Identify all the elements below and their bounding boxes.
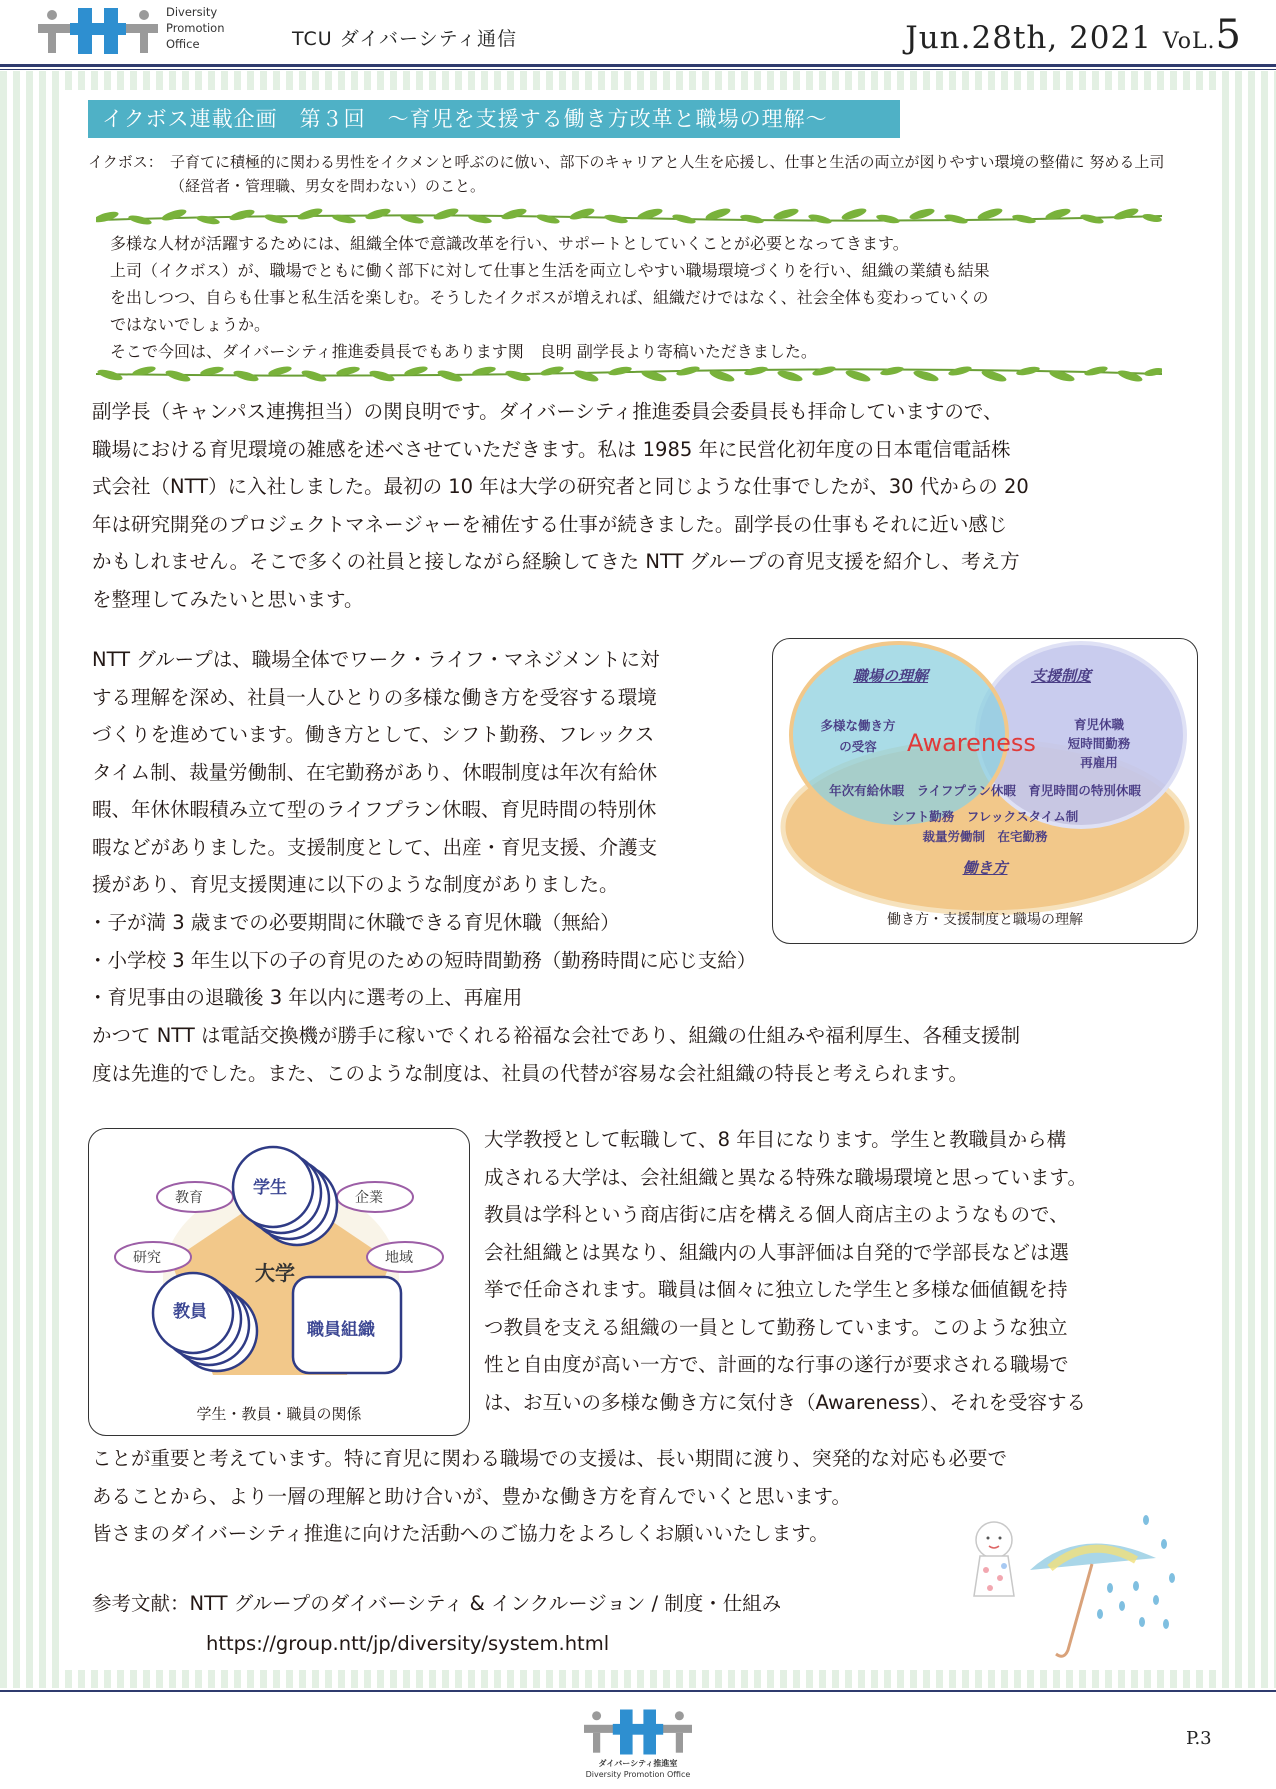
- rainy-day-illustration: [960, 1504, 1180, 1672]
- workstyle-items-1: シフト勤務 フレックスタイム制: [891, 809, 1079, 824]
- issue-date: [905, 12, 1242, 58]
- article-title: イクボス連載企画 第３回 〜育児を支援する働き方改革と職場の理解〜: [88, 100, 900, 138]
- leaf-vine-top: [96, 206, 1162, 228]
- awareness-label: Awareness: [907, 729, 1036, 757]
- education-label: 教育: [175, 1190, 203, 1206]
- label-support: 支援制度: [1031, 667, 1092, 685]
- faculty-label: 教員: [173, 1302, 207, 1322]
- footer-rule: [0, 1690, 1276, 1692]
- newsletter-name: TCU ダイバーシティ通信: [292, 28, 518, 50]
- understanding-items: 多様な働き方 の受容: [820, 718, 896, 754]
- paragraph-ntt-group: NTT グループは、職場全体でワーク・ライフ・マネジメントに対 する理解を深め、社員一人ひとりの多様な働き方を受容する環境 づくりを進めています。働き方として、シフト勤務、フレックス タイム制、裁量労働制、在宅勤務があり、休暇制度は年次有給休 暇、年休休暇積み立て型のライフプラン休暇、育児時間の特別休 暇などがありました。支援制度として、出産・育児支援、介護支 援があり、育児支援関連に以下のような制度がありました。: [92, 648, 660, 896]
- research-label: 研究: [133, 1250, 161, 1266]
- bullet-item: ・子が満 3 歳までの必要期間に休職できる育児休職（無給）: [88, 911, 620, 934]
- footer-logo: [584, 1702, 692, 1762]
- page-header: [0, 0, 1276, 66]
- definition-term: イクボス：: [88, 153, 163, 171]
- paragraph-intro-author: 副学長（キャンパス連携担当）の関良明です。ダイバーシティ推進委員会委員長も拝命していますので、 職場における育児環境の雑感を述べさせていただきます。私は 1985 年に民営化初年度の日本電信電話株 式会社（NTT）に入社しました。最初の 10 年は大学の研究者と同じような仕事でしたが、30 代からの 20 年は研究開発のプロジェクトマネージャーを補佐する仕事が続きました。副学長の仕事もそれに近い感じ かもしれません。そこで多くの社員と接しながら経験してきた NTT グループの育児支援を紹介し、考え方 を整理してみたいと思います。: [92, 400, 1029, 611]
- leave-items: 年次有給休暇 ライフプラン休暇 育児時間の特別休暇: [829, 783, 1141, 798]
- logo-text: Diversity Promotion Office: [166, 5, 225, 51]
- date-text: Jun.28th, 2021: [905, 20, 1152, 56]
- teru-teru-bozu-icon: [974, 1522, 1014, 1596]
- bullet-item: ・小学校 3 年生以下の子の育児のための短時間勤務（勤務時間に応じ支給）: [88, 948, 757, 972]
- footer-office-jp: ダイバーシティ推進室: [598, 1759, 678, 1768]
- page-number: P.3: [1186, 1728, 1212, 1749]
- header-rule: [0, 64, 1276, 67]
- university-caption: 学生・教員・職員の関係: [196, 1405, 362, 1423]
- university-diagram: [88, 1128, 470, 1436]
- paragraph-university: 大学教授として転職して、8 年目になります。学生と教職員から構 成される大学は、会社組織と異なる特殊な職場環境と思っています。 教員は学科という商店街に店を構える個人商店主のようなもので、 会社組織とは異なり、組織内の人事評価は自発的で学部長などは選 挙で任命されます。職員は個々に独立した学生と多様な価値観を持 つ教員を支える組織の一員として勤務しています。このような独立 性と自由度が高い一方で、計画的な行事の遂行が要求される職場で は、お互いの多様な働き方に気付き（Awareness）、それを受容する: [484, 1128, 1087, 1414]
- student-label: 学生: [253, 1178, 287, 1198]
- label-understanding: 職場の理解: [853, 667, 929, 685]
- diversity-office-logo: [38, 6, 158, 54]
- raindrops-icon: [1097, 1515, 1175, 1629]
- vol-number: 5: [1215, 12, 1242, 58]
- intro-text: 多様な人材が活躍するためには、組織全体で意識改革を行い、サポートとしていくことが必要となってきます。 上司（イクボス）が、職場でともに働く部下に対して仕事と生活を両立しやすい職場環境づくりを行い、組織の業績も結果 を出しつつ、自らも仕事と私生活を楽しむ。そうしたイクボスが増えれば、組織だけではなく、社会全体も変わっていくの ではないでしょうか。 そこで今回は、ダイバーシティ推進委員長でもあります関 良明 副学長より寄稿いただきました。: [110, 234, 990, 361]
- umbrella-icon: [1030, 1544, 1156, 1657]
- staff-label: 職員組織: [307, 1320, 375, 1340]
- bullet-item: ・育児事由の退職後 3 年以内に選考の上、再雇用: [88, 986, 523, 1009]
- label-workstyle: 働き方: [962, 859, 1008, 877]
- reference-url[interactable]: https://group.ntt/jp/diversity/system.html: [206, 1632, 610, 1655]
- footer-office-en: Diversity Promotion Office: [585, 1770, 691, 1779]
- venn-caption: 働き方・支援制度と職場の理解: [887, 912, 1083, 928]
- header-rule-thin: [0, 69, 1276, 70]
- reference-label: 参考文献：NTT グループのダイバーシティ & インクルージョン / 制度・仕組み: [92, 1592, 782, 1615]
- support-items: 育児休職 短時間勤務 再雇用: [1067, 717, 1131, 770]
- paragraph-closing: ことが重要と考えています。特に育児に関わる職場での支援は、長い期間に渡り、突発的な対応も必要で あることから、より一層の理解と助け合いが、豊かな働き方を育んでいくと思います。 皆さまのダイバーシティ推進に向けた活動へのご協力をよろしくお願いいたします。: [92, 1447, 1007, 1545]
- vol-label: VoL.: [1162, 29, 1216, 54]
- paragraph-ntt-past: かつて NTT は電話交換機が勝手に稼いでくれる裕福な会社であり、組織の仕組みや福利厚生、各種支援制 度は先進的でした。また、このような制度は、社員の代替が容易な会社組織の特長と考えられます。: [92, 1024, 1020, 1085]
- university-center-label: 大学: [255, 1261, 295, 1285]
- region-label: 地域: [385, 1250, 413, 1266]
- childcare-bullets: [88, 904, 756, 1017]
- workstyle-items-2: 裁量労働制 在宅勤務: [922, 829, 1048, 844]
- company-label: 企業: [355, 1190, 383, 1206]
- leaf-vine-bottom: [96, 362, 1162, 384]
- definition-text: 子育てに積極的に関わる男性をイクメンと呼ぶのに倣い、部下のキャリアと人生を応援し、仕事と生活の両立が図りやすい環境の整備に 努める上司（経営者・管理職、男女を問わない）のこと。: [170, 153, 1165, 195]
- venn-diagram: [772, 638, 1198, 944]
